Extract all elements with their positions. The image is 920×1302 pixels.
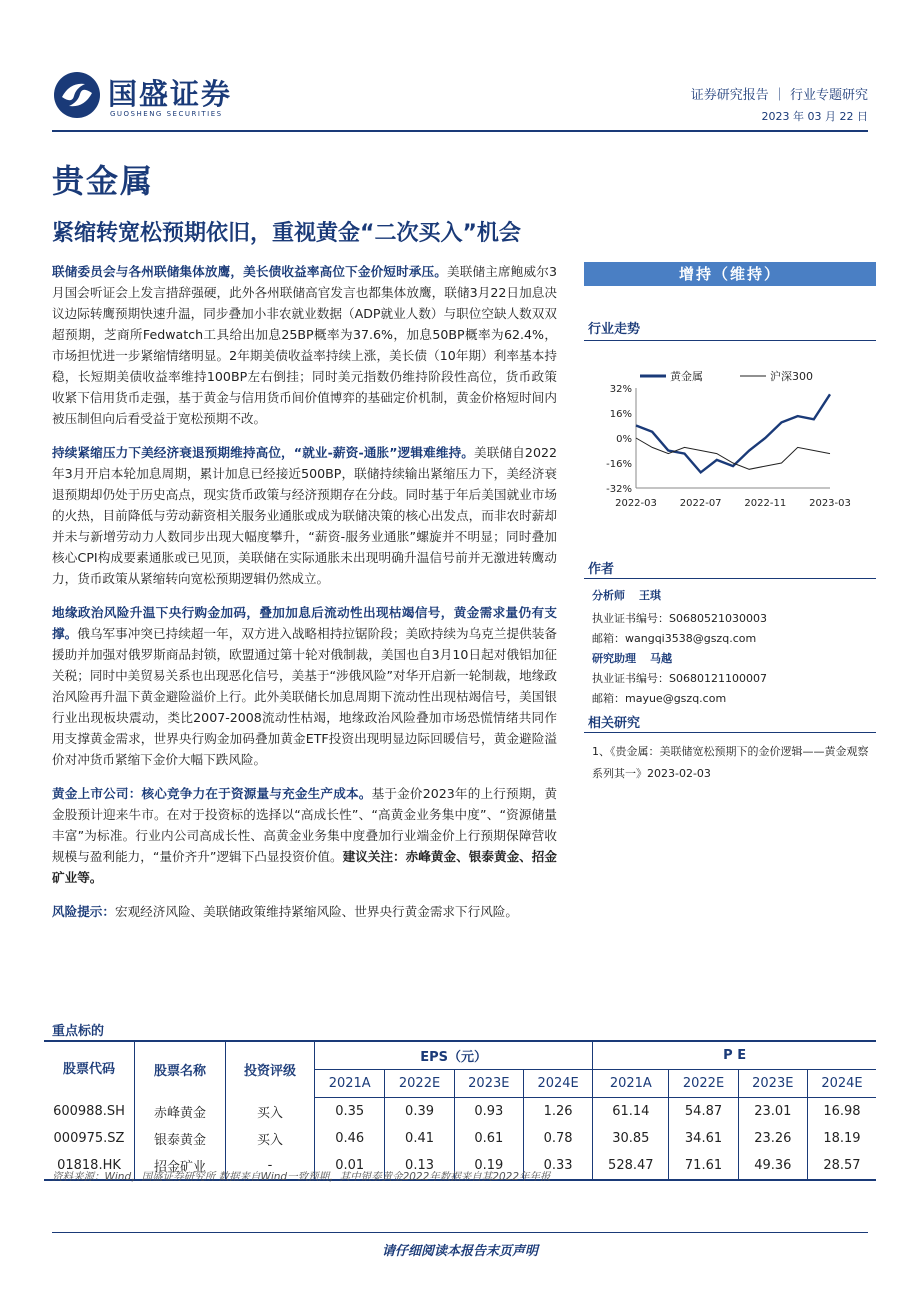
- recommendation: 建议关注：赤峰黄金、银泰黄金、招金矿业等。: [52, 849, 557, 885]
- stock-code: 000975.SZ: [44, 1125, 135, 1152]
- cell-value: 34.61: [669, 1125, 738, 1152]
- paragraph-text: 美联储自2022年3月开启本轮加息周期，累计加息已经接近500BP，联储持续输出紧缩压力下，美经济衰退预期却仍处于历史高点，现实货币政策与经济预期存在分歧。同时基于年后美国就业市场的火热，目前降低与劳动薪资相关服务业通胀或成为联储决策的核心出发点，而非农时薪却并未与新增劳动力人数同步出现大幅度攀升，“薪资-服务业通胀”螺旋并不明显；同时叠加核心CPI构成要素通胀或已见顶，美联储在实际通胀未出现明确升温信号前并无激进转鹰动力，货币政策从紧缩转向宽松预期逻辑仍然成立。: [52, 445, 557, 586]
- logo-subtext: GUOSHENG SECURITIES: [110, 110, 223, 118]
- y-tick-label: 16%: [609, 409, 632, 420]
- report-date: 2023 年 03 月 22 日: [761, 110, 868, 123]
- company-logo: [52, 70, 252, 126]
- paragraph: [52, 783, 557, 888]
- table-title: 重点标的: [52, 1024, 105, 1039]
- assistant-cert: 执业证书编号：S0680121100007: [592, 672, 767, 685]
- cell-value: 0.46: [315, 1125, 385, 1152]
- x-tick-label: 2023-03: [809, 498, 851, 509]
- cell-value: 0.93: [454, 1098, 523, 1126]
- paragraph-lead: 持续紧缩压力下美经济衰退预期维持高位，“就业-薪资-通胀”逻辑难维持。: [52, 445, 475, 460]
- header-divider: [52, 130, 868, 132]
- paragraph-lead: 地缘政治风险升温下央行购金加码，叠加加息后流动性出现枯竭信号，黄金需求量仍有支撑。: [52, 605, 557, 641]
- analyst-role: 分析师: [592, 589, 625, 602]
- cell-value: 0.78: [523, 1125, 592, 1152]
- cell-value: 0.33: [523, 1152, 592, 1180]
- col-name: 股票名称: [135, 1041, 226, 1098]
- section-divider: [584, 732, 876, 733]
- analyst-line: [592, 587, 661, 603]
- stock-code: 600988.SH: [44, 1098, 135, 1126]
- cell-value: 0.61: [454, 1125, 523, 1152]
- y-tick-label: 32%: [609, 384, 632, 395]
- col-code: 股票代码: [44, 1041, 135, 1098]
- stock-name: 赤峰黄金: [135, 1098, 226, 1126]
- trend-section-title: 行业走势: [588, 322, 641, 337]
- legend-label-gold: 黄金属: [670, 370, 703, 383]
- paragraph: [52, 901, 557, 922]
- report-type: 证券研究报告 ｜ 行业专题研究: [690, 88, 868, 103]
- y-tick-label: -16%: [606, 459, 632, 470]
- table-row: [44, 1098, 876, 1126]
- related-section-title: 相关研究: [588, 716, 641, 731]
- assistant-line: [592, 650, 672, 666]
- col-group-pe: P E: [593, 1041, 876, 1070]
- report-body: [52, 261, 557, 935]
- analyst-email[interactable]: 邮箱：wangqi3538@gszq.com: [592, 632, 757, 645]
- assistant-name: 马越: [650, 652, 672, 665]
- cell-value: 0.35: [315, 1098, 385, 1126]
- footer-divider: [52, 1232, 868, 1233]
- stock-code: 01818.HK: [44, 1152, 135, 1180]
- cell-value: 0.13: [385, 1152, 454, 1180]
- y-tick-label: 0%: [616, 434, 632, 445]
- cell-value: 54.87: [669, 1098, 738, 1126]
- data-source-note: 资料来源：Wind，国盛证券研究所 数据来自Wind一致预期，其中银泰黄金2022年数据来自其2022年年报: [52, 1171, 551, 1183]
- stock-rating: -: [226, 1152, 315, 1180]
- year-header: 2023E: [738, 1070, 807, 1098]
- stock-rating: 买入: [226, 1125, 315, 1152]
- year-header: 2024E: [523, 1070, 592, 1098]
- paragraph: [52, 602, 557, 770]
- industry-trend-chart: [584, 362, 880, 522]
- sector-title: 贵金属: [52, 162, 155, 200]
- paragraph-text: 俄乌军事冲突已持续超一年，双方进入战略相持拉锯阶段；美欧持续为乌克兰提供装备援助并加强对俄罗斯商品封锁，欧盟通过第十轮对俄制裁，美国也自3月10日起对俄铝加征关税；同时中美贸易关系也出现恶化信号，美基于“涉俄风险”对华开启新一轮制裁，地缘政治风险再升温下黄金避险溢价上行。此外美联储长加息周期下流动性出现枯竭信号，美国银行业出现板块震动，类比2007-2008流动性枯竭，地缘政治风险叠加市场恐慌情绪共同作用支撑黄金需求，世界央行购金加码叠加黄金ETF投资出现明显边际回暖信号，黄金避险溢价对冲货币紧缩下金价大幅下跌风险。: [52, 626, 558, 767]
- x-tick-label: 2022-07: [679, 498, 722, 509]
- section-divider: [584, 578, 876, 579]
- year-header: 2022E: [669, 1070, 738, 1098]
- year-header: 2021A: [593, 1070, 669, 1098]
- paragraph: [52, 261, 557, 429]
- col-rating: 投资评级: [226, 1041, 315, 1098]
- table-header-row: [44, 1041, 876, 1070]
- cell-value: 0.39: [385, 1098, 454, 1126]
- x-tick-label: 2022-03: [615, 498, 657, 509]
- year-header: 2023E: [454, 1070, 523, 1098]
- analyst-name: 王琪: [639, 589, 661, 602]
- stock-name: 银泰黄金: [135, 1125, 226, 1152]
- cell-value: 528.47: [593, 1152, 669, 1180]
- y-tick-label: -32%: [606, 484, 632, 495]
- stock-name: 招金矿业: [135, 1152, 226, 1180]
- related-report-item[interactable]: 1、《贵金属：美联储宽松预期下的金价逻辑——黄金观察系列其一》2023-02-03: [592, 745, 869, 780]
- assistant-email[interactable]: 邮箱：mayue@gszq.com: [592, 692, 727, 705]
- year-header: 2024E: [807, 1070, 876, 1098]
- cell-value: 0.19: [454, 1152, 523, 1180]
- stock-rating: 买入: [226, 1098, 315, 1126]
- series-line-gold: [636, 394, 830, 472]
- cell-value: 23.26: [738, 1125, 807, 1152]
- paragraph-lead: 黄金上市公司：核心竞争力在于资源量与充金生产成本。: [52, 786, 372, 801]
- paragraph: [52, 442, 557, 589]
- cell-value: 18.19: [823, 1131, 861, 1146]
- paragraph-lead: 联储委员会与各州联储集体放鹰，美长债收益率高位下金价短时承压。: [52, 264, 448, 279]
- cell-value: 16.98: [823, 1104, 861, 1119]
- paragraph-lead: 风险提示：: [52, 904, 115, 919]
- x-tick-label: 2022-11: [744, 498, 787, 509]
- report-headline: 紧缩转宽松预期依旧，重视黄金“二次买入”机会: [52, 221, 521, 246]
- assistant-role: 研究助理: [592, 652, 636, 665]
- section-divider: [584, 340, 876, 341]
- cell-value: 0.41: [385, 1125, 454, 1152]
- paragraph-text: 美联储主席鲍威尔3月国会听证会上发言措辞强硬，此外各州联储高官发言也都集体放鹰，联储3月22日加息决议边际转鹰预期快速升温，同步叠加小非农就业数据（ADP就业人数）与职位空缺人数双双超预期，芝商所Fedwatch工具给出加息25BP概率为37.6%，加息50BP概率为62.4%，市场担忧进一步紧缩情绪明显。2年期美债收益率持续上涨，美长债（10年期）利率基本持稳，长短期美债收益率维持100BP左右倒挂；同时美元指数仍维持阶段性高位，货币政策收紧下信用货币走强，基于黄金与信用货币间价值博弈的基础定价机制，黄金价格短时间内被压制但向后看受益于宽松预期不改。: [52, 264, 558, 426]
- cell-value: 30.85: [593, 1125, 669, 1152]
- rating-badge: 增持（维持）: [584, 262, 876, 286]
- cell-value: 0.01: [315, 1152, 385, 1180]
- guosheng-logo-icon: [52, 70, 102, 120]
- paragraph-text: 基于金价2023年的上行预期，黄金股预计迎来牛市。在对于投资标的选择以“高成长性”、“高黄金业务集中度”、“资源储量丰富”为标准。行业内公司高成长性、高黄金业务集中度叠加行业端金价上行预期保障营收规模与盈利能力，“量价齐升”逻辑下凸显投资价值。: [52, 786, 557, 864]
- col-group-eps: EPS（元）: [315, 1041, 593, 1070]
- year-header: 2022E: [385, 1070, 454, 1098]
- cell-value: 23.01: [738, 1098, 807, 1126]
- logo-text: 国盛证券: [108, 77, 233, 111]
- key-stocks-table: [44, 1040, 876, 1181]
- cell-value: 1.26: [523, 1098, 592, 1126]
- cell-value: 71.61: [669, 1152, 738, 1180]
- year-header: 2021A: [315, 1070, 385, 1098]
- analyst-cert: 执业证书编号：S0680521030003: [592, 612, 767, 625]
- paragraph-text: 宏观经济风险、美联储政策维持紧缩风险、世界央行黄金需求下行风险。: [114, 904, 518, 919]
- cell-value: 28.57: [807, 1152, 876, 1180]
- legend-label-hs300: 沪深300: [770, 370, 813, 383]
- footer-disclaimer: 请仔细阅读本报告末页声明: [381, 1244, 538, 1259]
- author-section-title: 作者: [588, 562, 615, 577]
- cell-value: 61.14: [593, 1098, 669, 1126]
- cell-value: 49.36: [738, 1152, 807, 1180]
- table-row: [44, 1125, 876, 1152]
